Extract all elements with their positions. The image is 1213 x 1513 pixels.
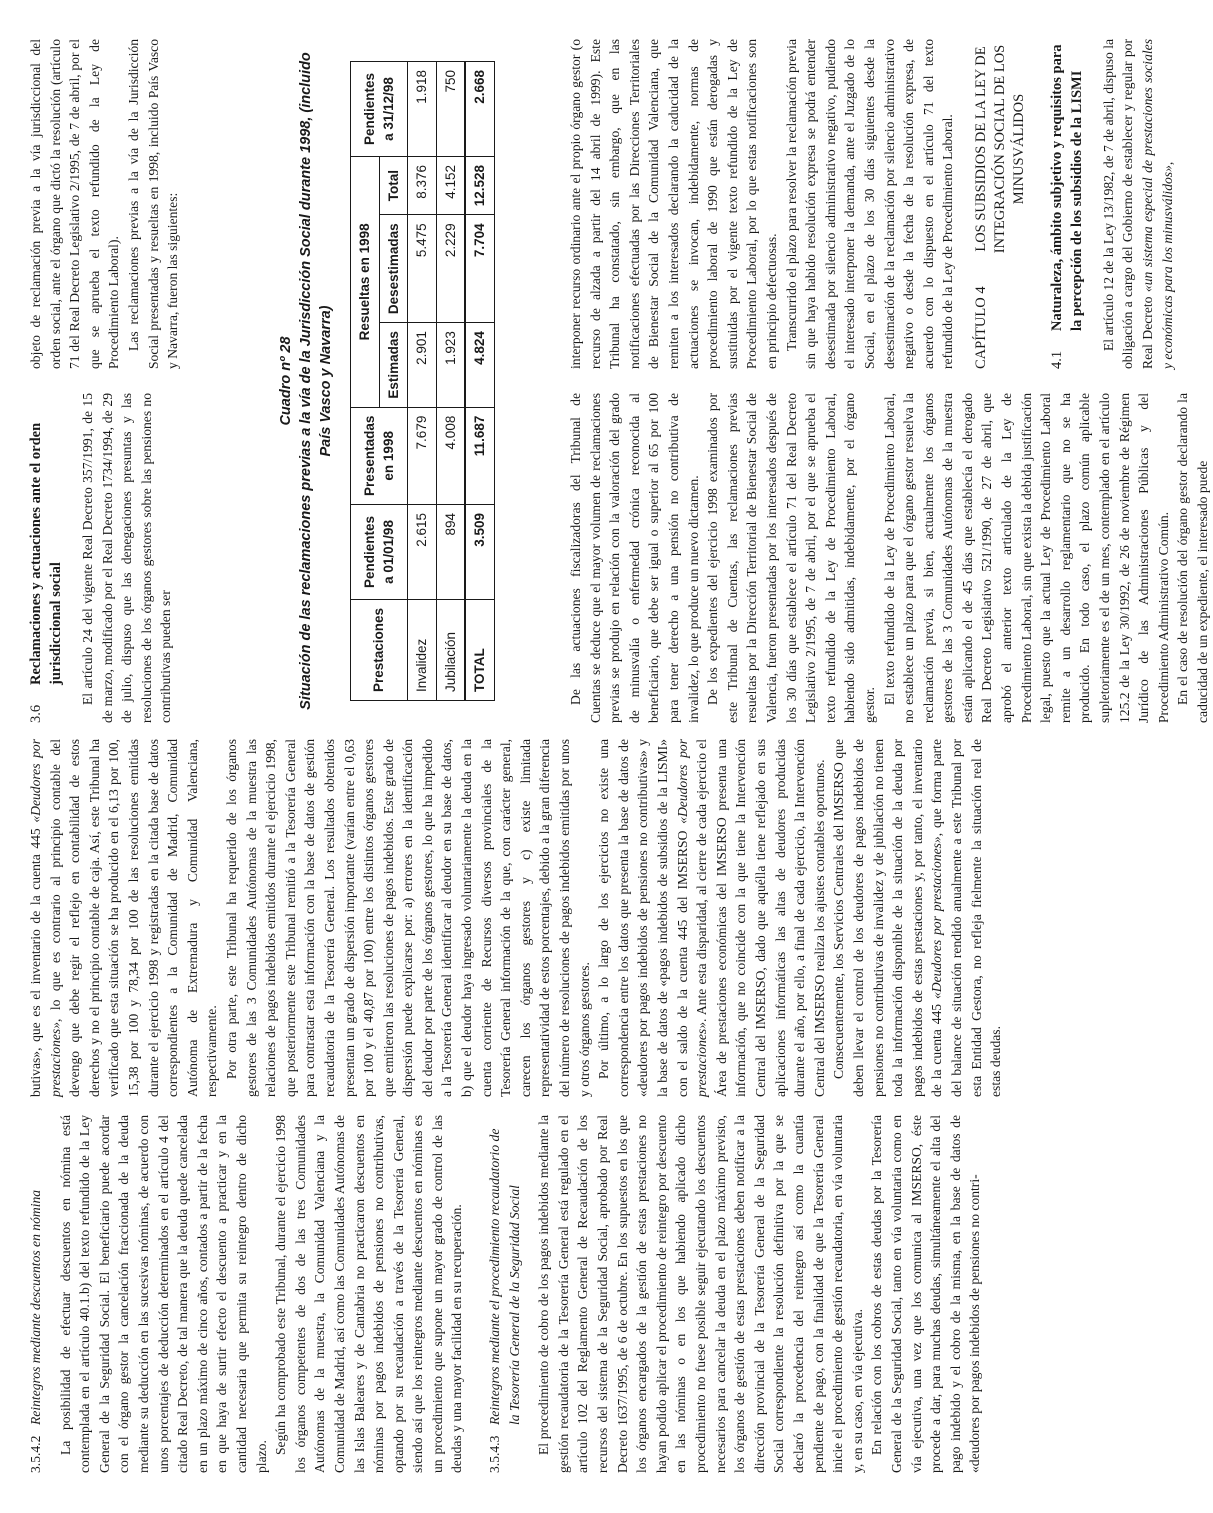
section-title: Naturaleza, ámbito subjetivo y requisitos para la percepción de los subsidios de la LISMI [1048, 44, 1085, 331]
table-cell: 4.824 [465, 323, 494, 408]
text-column-2 [26, 739, 1166, 1097]
table-cell: 7.704 [465, 215, 494, 323]
paragraph: El artículo 24 del vigente Real Decreto 357/1991, de 15 de marzo, modificado por el Real Decreto 1734/1994, de 29 de julio, dispuso que las denegaciones presuntas y las resoluciones de los órganos gestores sobre las pensiones no contributivas pueden ser [80, 393, 174, 723]
paragraph: Según ha comprobado este Tribunal, durante el ejercicio 1998 los órganos competentes de dos de las tres Comunidades Autónomas de la muestra, la Comunidad Valenciana y la Comunidad de Madrid, así como las Comunidades Autónomas de las Islas Baleares y de Cantabria no practicaron descuentos en nóminas por pagos indebidos de pensiones no contributivas, optando por su recaudación a través de la Tesorería General, siendo así que los reintegros mediante descuentos en nóminas es un procedimiento que supone un mayor grado de control de las deudas y una mayor facilidad en su recuperación. [273, 1115, 465, 1473]
table-total-row [465, 62, 494, 701]
table-header: Total [379, 157, 408, 215]
text-run: , lo que es contrario al principio contable del devengo que debe regir el reflejo en contabilidad de estos derechos y no el principio contable de caja. Así, este Tribunal ha verificado que esta situación se ha producido en el 6,13 por 100, 15,38 por 100 y 78,34 por 100 de las resoluciones emitidas durante el ejercicio 1998 y registradas en la citada base de datos correspondientes a la Comunidad de Madrid, Comunidad Autónoma de Extremadura y Comunidad Valenciana, respectivamente. [47, 739, 220, 1097]
table-cell: 7.679 [408, 407, 437, 504]
table-header: Prestaciones [351, 599, 408, 700]
table-cell: Jubilación [436, 599, 465, 700]
section-heading-4-1 [1047, 39, 1087, 369]
section-number: 4.1 [1048, 350, 1065, 369]
text-column-1 [26, 1115, 1166, 1473]
table-header: Pendientes a 01/01/98 [351, 504, 408, 599]
paragraph [26, 739, 222, 1097]
table-cell: 750 [436, 62, 465, 157]
table-cell: 894 [436, 504, 465, 599]
table-cell: 2.668 [465, 62, 494, 157]
paragraph: interponer recurso ordinario ante el propio órgano gestor (o recurso de alzada a partir del 14 abril de 1999). Este Tribunal ha constatado, sin embargo, que en las notificaciones efectuadas por las Direcciones Territoriales de Bienestar Social de la Comunidad Valenciana, que remiten a los interesados declarando la caducidad de la actuaciones se invocan, indebidamente, normas de procedimiento laboral de 1990 que están derogadas y sustituidas por el vigente texto refundido de la Ley de Procedimiento Laboral, por lo que estas notificaciones son en principio defectuosas. [568, 39, 779, 369]
table-block [276, 39, 495, 723]
lower-right-block [566, 39, 1177, 369]
lower-left-block [566, 393, 1213, 723]
table-row [408, 62, 437, 701]
table-cell: 8.376 [408, 157, 437, 215]
table-cell: Invalidez [408, 599, 437, 700]
table-header: Presentadas en 1998 [351, 407, 408, 504]
section-number: 3.5.4.2 [28, 1435, 43, 1473]
paragraph: De los expedientes del ejercicio 1998 examinados por este Tribunal de Cuentas, las reclamaciones previas resueltas por la Dirección Territorial de Bienestar Social de Valencia, fueron presentadas por los interesados después de los 30 días que establece el artículo 71 del Real Decreto Legislativo 2/1995, de 7 de abril, por el que se aprueba el texto refundido de la Ley de Procedimiento Laboral, habiendo sido admitidas, indebidamente, por el órgano gestor. [705, 393, 877, 723]
chapter-title: LOS SUBSIDIOS DE LA LEY DE INTEGRACIÓN SOCIAL DE LOS MINUSVÁLIDOS [972, 44, 1027, 254]
text-column-3 [26, 39, 1210, 723]
paragraph [1099, 39, 1177, 369]
table-cell: 1.923 [436, 323, 465, 408]
paragraph: La posibilidad de efectuar descuentos en nómina está contemplada en el artículo 40.1.b) del texto refundido de la Ley General de la Seguridad Social. El beneficiario puede acordar con el órgano gestor la cancelación fraccionada de la deuda mediante su deducción en las sucesivas nóminas, de acuerdo con unos porcentajes de deducción determinados en el artículo 4 del citado Real Decreto, de tal manera que la deuda quede cancelada en un plazo máximo de cinco años, contados a partir de la fecha en que haya de surtir efecto el descuento a practicar y en la cantidad necesaria que permita su reintegro dentro de dicho plazo. [57, 1115, 269, 1473]
paragraph: En el caso de resolución del órgano gestor declarando la caducidad de un expediente, el interesado puede [1175, 393, 1210, 723]
paragraph: Transcurrido el plazo para resolver la reclamación previa sin que haya habido resolución expresa se podrá entender desestimada por silencio administrativo negativo, pudiendo el interesado interponer la demanda, ante el Juzgado de lo Social, en el plazo de los 30 días siguientes desde la desestimación de la reclamación por silencio administrativo negativo o desde la fecha de la resolución expresa, de acuerdo con lo dispuesto en el artículo 71 del texto refundido de la Ley de Procedimiento Laboral. [783, 39, 956, 369]
paragraph [594, 739, 829, 1097]
section-title: Reintegros mediante descuentos en nómina [28, 1189, 43, 1425]
table-header: Desestimadas [379, 215, 408, 323]
text-run: El artículo 12 de la Ley 13/1982, de 7 de abril, dispuso la obligación a cargo del Gobierno de establecer y regular por Real Decreto [1100, 39, 1156, 369]
table-cell: 2.901 [408, 323, 437, 408]
italic-run: «Deudores por prestaciones» [28, 739, 63, 1097]
paragraph: El procedimiento de cobro de los pagos indebidos mediante la gestión recaudatoria de la Tesorería General está regulado en el artículo 102 del Reglamento General de Recaudación de los recursos del sistema de la Seguridad Social, aprobado por Real Decreto 1637/1995, de 6 de octubre. En los supuestos en los que los órganos encargados de la gestión de estas prestaciones no hayan podido aplicar el procedimiento de reintegro por descuento en las nóminas o en los que habiendo aplicado dicho procedimiento no fuese posible seguir ejecutando los descuentos necesarios para cancelar la deuda en el plazo máximo previsto, los órganos de gestión de estas prestaciones deben notificar a la dirección provincial de la Tesorería General de la Seguridad Social correspondiente la resolución definitiva por la que se declaró la procedencia del reintegro así como la cuantía pendiente de pago, con la finalidad de que la Tesorería General inicie el procedimiento de gestión recaudatoria, en vía voluntaria y, en su caso, en vía ejecutiva. [536, 1115, 865, 1473]
table-cell: 4.152 [436, 157, 465, 215]
section-title: Reclamaciones y actuaciones ante el orden jurisdiccional social [28, 422, 64, 685]
table-cell: 1.918 [408, 62, 437, 157]
paragraph: Las reclamaciones previas a la vía de la Jurisdicción Social presentadas y resueltas en 1998, incluido País Vasco y Navarra, fueron las siguientes: [125, 39, 181, 369]
text-run: . Ante esta disparidad, al cierre de cada ejercicio el Área de prestaciones económicas del IMSERSO presenta una información, que no coincide con la que tiene la Intervención Central del IMSERSO, dado que aquélla tiene reflejado en sus aplicaciones informáticas las altas de deudores producidas durante el año, por ello, a final de cada ejercicio, la Intervención Central del IMSERSO realiza los ajustes contables oportunos. [694, 739, 827, 1097]
table-cell: 5.475 [408, 215, 437, 323]
table-cell: 11.687 [465, 407, 494, 504]
table-cell: TOTAL [465, 599, 494, 700]
section-number: 3.6 [28, 704, 44, 723]
table-cell: 3.509 [465, 504, 494, 599]
italic-run: «Deudores por prestaciones» [929, 836, 945, 1000]
italic-run: «un sistema especial de prestaciones sociales y económicas para los minusválidos», [1140, 39, 1175, 369]
text-run: Consecuentemente, los Servicios Centrales del IMSERSO que deben llevar el control de los deudores de pagos indebidos de pensiones no contributivas de invalidez y de jubilación no tienen toda la información disponible de la situación de la deuda por pagos indebidos de estas prestaciones y, por tanto, el inventario de la cuenta 445 [831, 739, 945, 1097]
chapter-heading [972, 39, 1029, 369]
table-cell: 4.008 [436, 407, 465, 504]
section-heading-3-6 [26, 393, 66, 723]
table-header: Pendientes a 31/12/98 [351, 62, 408, 157]
text-run: , que forma parte del balance de situación rendido anualmente a este Tribunal por esta Entidad Gestora, no refleja fielmente la situación real de estas deudas. [929, 739, 1004, 1097]
paragraph [829, 739, 1005, 1097]
section-heading-3-5-4-2 [26, 1115, 46, 1473]
table-number: Cuadro nº 28 [278, 336, 294, 426]
claims-table [350, 61, 495, 701]
paragraph: En relación con los cobros de estas deudas por la Tesorería General de la Seguridad Social, tanto en vía voluntaria como en vía ejecutiva, una vez que los comunica al IMSERSO, éste procede a dar, para muchas deudas, simultáneamente el alta del pago indebido y el cobro de la misma, en la base de datos de «deudores por pagos indebidos de pensiones no contri- [869, 1115, 983, 1473]
italic-run: «Deudores por prestaciones» [674, 739, 710, 1097]
paragraph: El texto refundido de la Ley de Procedimiento Laboral, no establece un plazo para que el órgano gestor resuelva la reclamación previa, si bien, actualmente los órganos gestores de las 3 Comunidades Autónomas de la muestra están aplicando el de 45 días que establecía el derogado Real Decreto Legislativo 521/1990, de 27 de abril, que aprobó el anterior texto articulado de la Ley de Procedimiento Laboral, sin que exista la debida justificación legal, puesto que la actual Ley de Procedimiento Laboral remite a un desarrollo reglamentario que no se ha producido. En todo caso, el plazo común aplicable supletoriamente es el de un mes, contemplado en el artículo 125.2 de la Ley 30/1992, de 26 de noviembre de Régimen Jurídico de las Administraciones Públicas y del Procedimiento Administrativo Común. [881, 393, 1171, 723]
table-cell: 2.229 [436, 215, 465, 323]
table-cell: 2.615 [408, 504, 437, 599]
upper-left-block [26, 393, 176, 723]
section-heading-3-5-4-3 [485, 1115, 524, 1473]
table-header: Resueltas en 1998 [351, 157, 380, 408]
paragraph: Por otra parte, este Tribunal ha requerido de los órganos gestores de las 3 Comunidades Autónomas de la muestra las relaciones de pagos indebidos emitidos durante el ejercicio 1998, que posteriormente este Tribunal remitió a la Tesorería General para contrastar esta información con la base de datos de gestión recaudatoria de la Tesorería General. Los resultados obtenidos presentan un grado de dispersión importante (varían entre el 0,63 por 100 y el 40,87 por 100) entre los distintos órganos gestores que emitieron las resoluciones de pagos indebidos. Este grado de dispersión puede explicarse por: a) errores en la identificación del deudor por parte de los órganos gestores, lo que ha impedido a la Tesorería General identificar al deudor en su base de datos, b) que el deudor haya ingresado voluntariamente la deuda en la cuenta corriente de Recursos diversos provinciales de la Tesorería General información de la que, con carácter general, carecen los órganos gestores y c) existe limitada representatividad de estos porcentajes, debido a la gran diferencia del número de resoluciones de pagos indebidos emitidas por unos y otros órganos gestores. [223, 739, 592, 1097]
chapter-number: CAPÍTULO 4 [972, 286, 989, 369]
upper-right-block [26, 39, 183, 369]
section-title: Reintegros mediante el procedimiento recaudatorio de la Tesorería General de la Seguridad Social [487, 1128, 522, 1425]
text-run: Por último, a lo largo de los ejercicios no existe una correspondencia entre los datos que presenta la base de datos de «deudores por pagos indebidos de pensiones no contributivas» y la base de datos de «pagos indebidos de subsidios de la LISMI» con el saldo de la cuenta 445 del IMSERSO [596, 739, 690, 1097]
paragraph: De las actuaciones fiscalizadoras del Tribunal de Cuentas se deduce que el mayor volumen de reclamaciones previas se produjo en relación con la valoración del grado de minusvalía o enfermedad crónica reconocida al beneficiario, que debe ser igual o superior al 65 por 100 para tener derecho a una pensión no contributiva de invalidez, lo que produce un nuevo dictamen. [568, 393, 701, 723]
table-row [436, 62, 465, 701]
table-cell: 12.528 [465, 157, 494, 215]
table-header: Estimadas [379, 323, 408, 408]
text-run: butivas», que es el inventario de la cuenta 445 [28, 822, 43, 1097]
paragraph: objeto de reclamación previa a la vía jurisdiccional del orden social, ante el órgano que dictó la resolución (artículo 71 del Real Decreto Legislativo 2/1995, de 7 de abril, por el que se aprueba el texto refundido de la Ley de Procedimiento Laboral). [28, 39, 122, 369]
table-title: Situación de las reclamaciones previas a la vía de la Jurisdicción Social durante 1998, (incluido País Vasco y Navarra) [298, 52, 334, 710]
section-number: 3.5.4.3 [487, 1435, 503, 1473]
